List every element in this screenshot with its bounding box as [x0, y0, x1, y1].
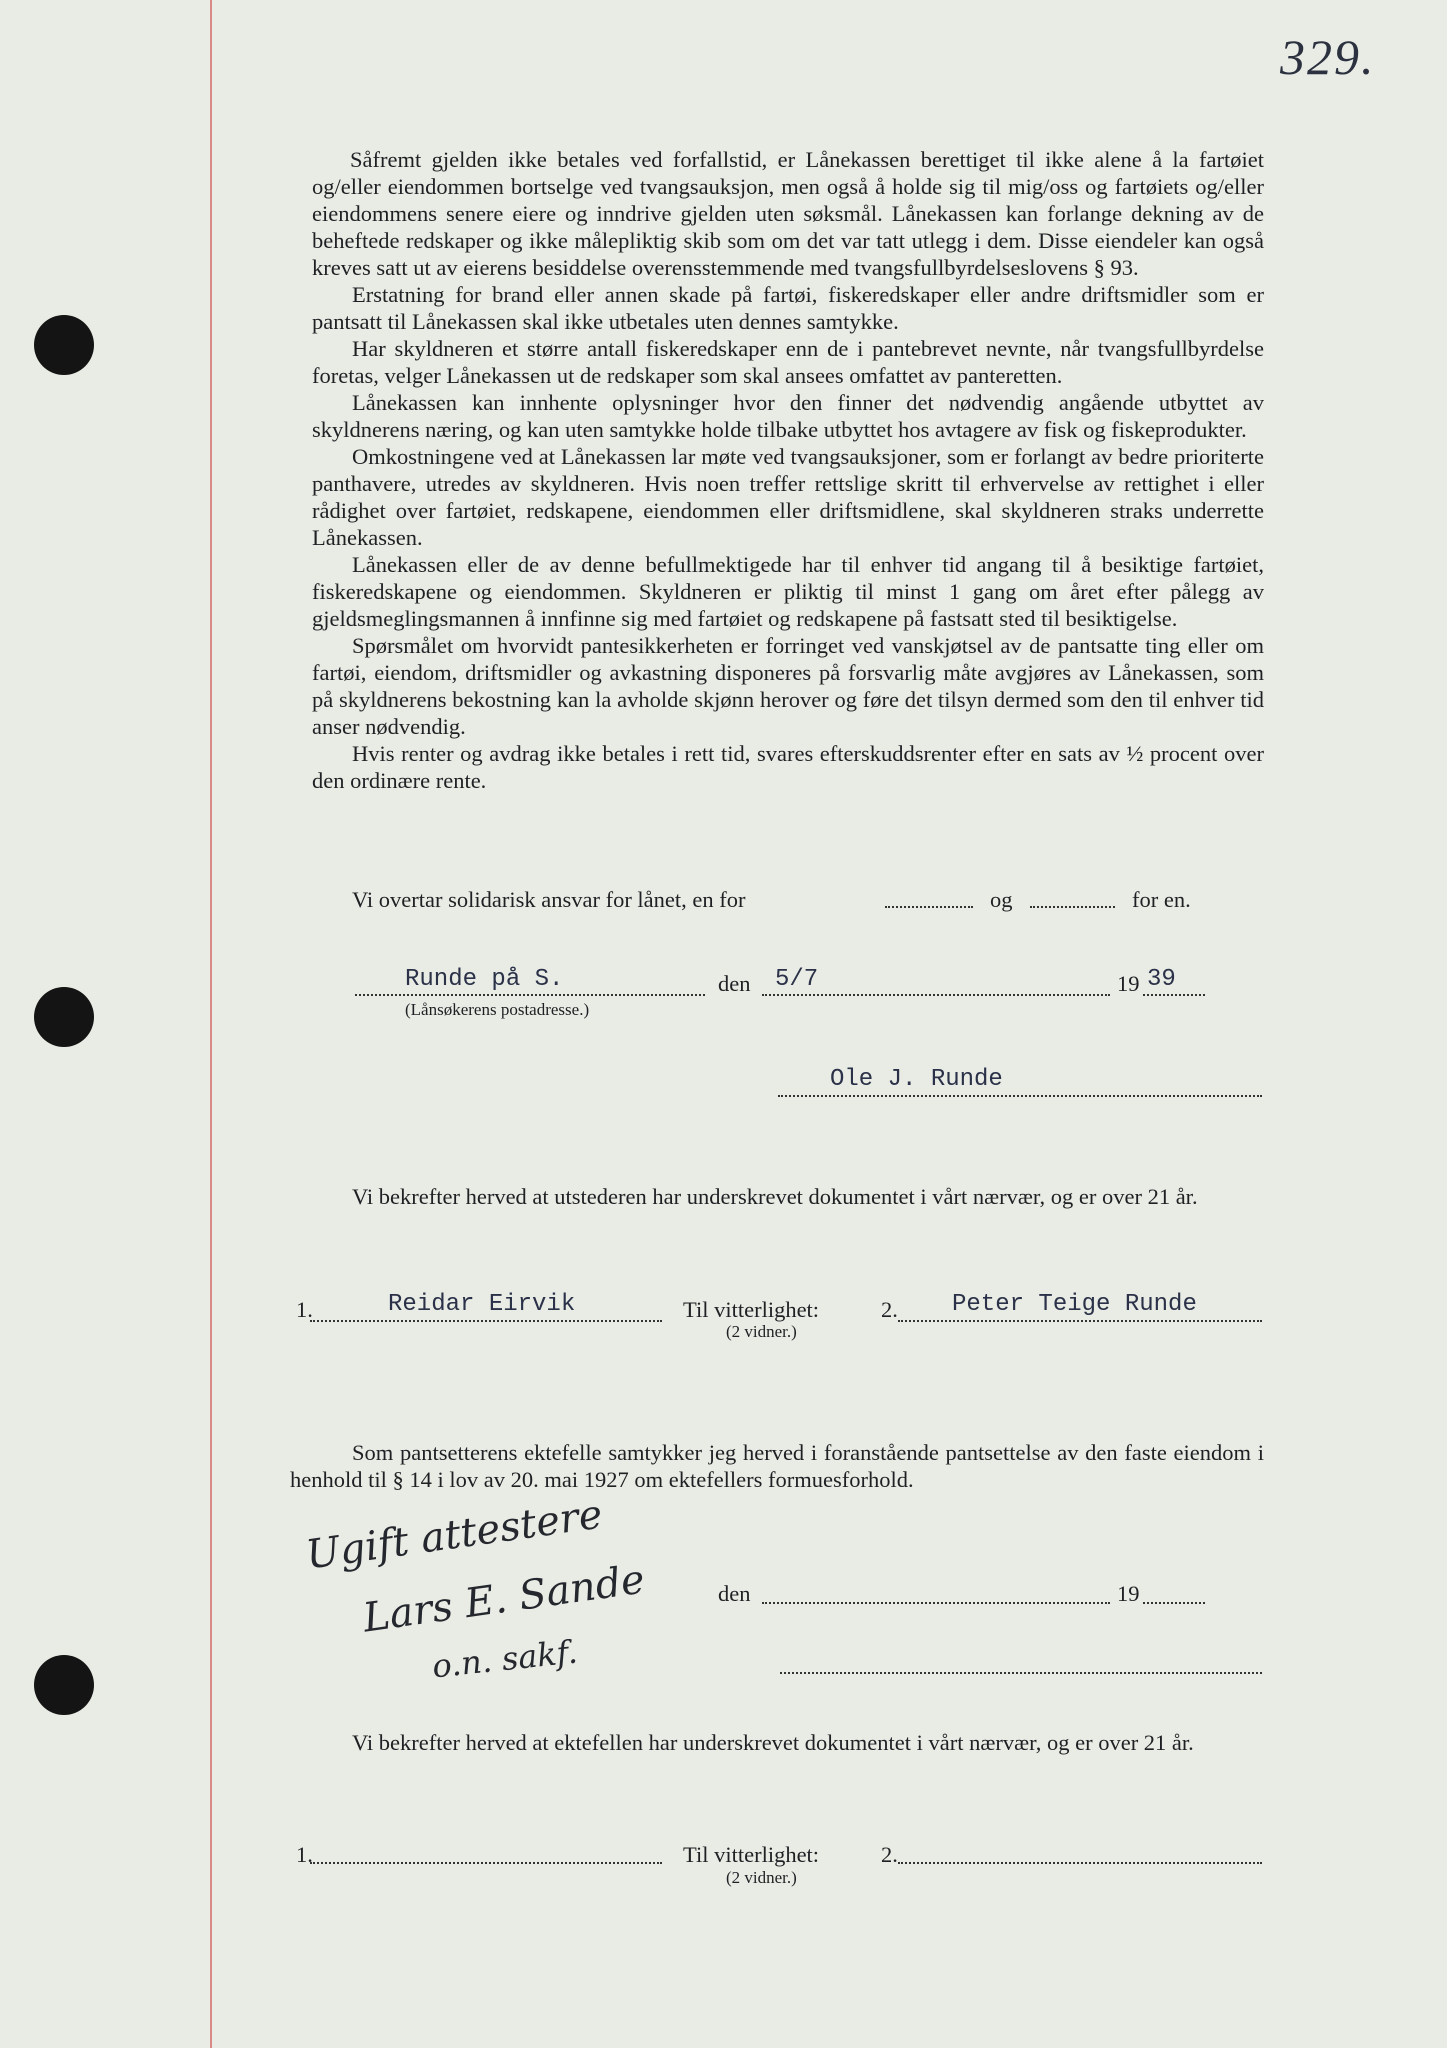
solidarity-suffix: for en.: [1132, 887, 1191, 912]
witness1-num1: 1.: [296, 1297, 313, 1322]
witness2-line1[interactable]: [310, 1862, 662, 1864]
witness1-name1: Reidar Eirvik: [388, 1291, 576, 1318]
binder-hole-top: [34, 315, 94, 375]
terms-text: [312, 146, 1264, 794]
witness2-line2[interactable]: [898, 1862, 1262, 1864]
witness1-line2[interactable]: [898, 1320, 1262, 1322]
witness2-caption: (2 vidner.): [726, 1868, 797, 1887]
date-value: 5/7: [775, 966, 819, 993]
year-prefix: 19: [1117, 971, 1140, 996]
binder-hole-middle: [34, 987, 94, 1047]
handwritten-title: o.n. sakf.: [430, 1632, 580, 1686]
solidarity-field-2[interactable]: [1030, 906, 1115, 908]
paragraph-compensation: Erstatning for brand eller annen skade på fartøi, fiskeredskaper eller andre driftsmidler som er pantsatt til Lånekassen skal ikke utbetales uten dennes samtykke.: [312, 282, 1264, 334]
year-value: 39: [1147, 966, 1176, 993]
witness2-num1: 1.: [296, 1842, 313, 1867]
page-number: 329.: [1280, 29, 1376, 85]
paragraph-security: Spørsmålet om hvorvidt pantesikkerheten er forringet ved vanskjøtsel av de pantsatte ting eller om fartøi, eiendom, driftsmidler og avkastning disponeres på forsvarlig måte avgjøres av Lånekassen, som på skyldnerens bekostning kan la avholde skjønn herover og føre det tilsyn dermed som den til enhver tid anser nødvendig.: [312, 633, 1264, 739]
witness1-caption: (2 vidner.): [726, 1322, 797, 1341]
binder-hole-bottom: [34, 1655, 94, 1715]
paragraph-inspection: Lånekassen eller de av denne befullmektigede har til enhver tid angang til å besiktige fartøiet, fiskeredskapene og eiendommen. Skyldneren er pliktig til minst 1 gang om året efter pålegg av gjeldsmeglingsmannen å innfinne sig med fartøiet og redskapene på fastsatt sted til besiktigelse.: [312, 552, 1264, 631]
consent-statement: Som pantsetterens ektefelle samtykker jeg herved i foranstående pantsettelse av den faste eiendom i henhold til § 14 i lov av 20. mai 1927 om ektefellers formuesforhold.: [290, 1440, 1264, 1492]
year-line[interactable]: [1143, 994, 1205, 996]
red-margin-line: [210, 0, 212, 2048]
witness2-num2: 2.: [881, 1842, 898, 1867]
place-line[interactable]: [355, 994, 705, 996]
handwritten-note-line1: Ugift attestere: [303, 1491, 606, 1579]
witness1-name2: Peter Teige Runde: [952, 1291, 1197, 1318]
handwritten-signature: Lars E. Sande: [360, 1556, 648, 1642]
paragraph-gear: Har skyldneren et større antall fiskeredskaper enn de i pantebrevet nevnte, når tvangsfullbyrdelse foretas, velger Lånekassen ut de redskaper som skal ansees omfattet av panteretten.: [312, 336, 1264, 388]
place-value: Runde på S.: [405, 966, 564, 993]
witness-statement-2: Vi bekrefter herved at ektefellen har underskrevet dokumentet i vårt nærvær, og er over 21 år.: [352, 1730, 1194, 1755]
paragraph-costs: Omkostningene ved at Lånekassen lar møte ved tvangsauksjoner, som er forlangt av bedre prioriterte panthavere, utredes av skyldneren. Hvis noen treffer rettslige skritt til erhvervelse av rettighet i eller rådighet over fartøiet, redskapene, eiendommen eller driftsmidlene, skal skyldneren straks underrette Lånekassen.: [312, 444, 1264, 550]
witness1-num2: 2.: [881, 1297, 898, 1322]
signer-name: Ole J. Runde: [830, 1066, 1003, 1093]
signer-line[interactable]: [778, 1095, 1262, 1097]
date-den-label: den: [718, 971, 751, 996]
paragraph-interest: Hvis renter og avdrag ikke betales i rett tid, svares efterskuddsrenter efter en sats av ½ procent over den ordinære rente.: [312, 741, 1264, 793]
consent-year-prefix: 19: [1117, 1581, 1140, 1606]
solidarity-og: og: [990, 887, 1013, 912]
consent-den-label: den: [718, 1581, 751, 1606]
witness1-label: Til vitterlighet:: [683, 1297, 820, 1322]
paragraph-information: Lånekassen kan innhente oplysninger hvor den finner det nødvendig angående utbyttet av skyldnerens næring, og kan uten samtykke holde tilbake utbyttet hos avtagere av fisk og fiskeprodukter.: [312, 390, 1264, 442]
date-line[interactable]: [762, 994, 1110, 996]
solidarity-prefix: Vi overtar solidarisk ansvar for lånet, en for: [352, 887, 746, 912]
witness2-label: Til vitterlighet:: [683, 1842, 820, 1867]
witness1-line1[interactable]: [310, 1320, 662, 1322]
witness-statement-1: Vi bekrefter herved at utstederen har underskrevet dokumentet i vårt nærvær, og er over 21 år.: [352, 1184, 1198, 1209]
place-caption: (Lånsøkerens postadresse.): [405, 1000, 590, 1019]
consent-date-line[interactable]: [762, 1602, 1110, 1604]
paragraph-enforcement: Såfremt gjelden ikke betales ved forfallstid, er Lånekassen berettiget til ikke alene å la fartøiet og/eller eiendommen bortselge ved tvangsauksjon, men også å holde sig til mig/oss og fartøiets og/eller eiendommens senere eiere og inndrive gjelden uten søksmål. Lånekassen kan forlange dekning av de beheftede redskaper og ikke målepliktig skib som om det var tatt utlegg i dem. Disse eiendeler kan også kreves satt ut av eierens besiddelse overensstemmende med tvangsfullbyrdelseslovens § 93.: [312, 147, 1264, 280]
consent-year-line[interactable]: [1143, 1602, 1205, 1604]
solidarity-field-1[interactable]: [885, 906, 973, 908]
consent-signature-line[interactable]: [780, 1672, 1262, 1674]
